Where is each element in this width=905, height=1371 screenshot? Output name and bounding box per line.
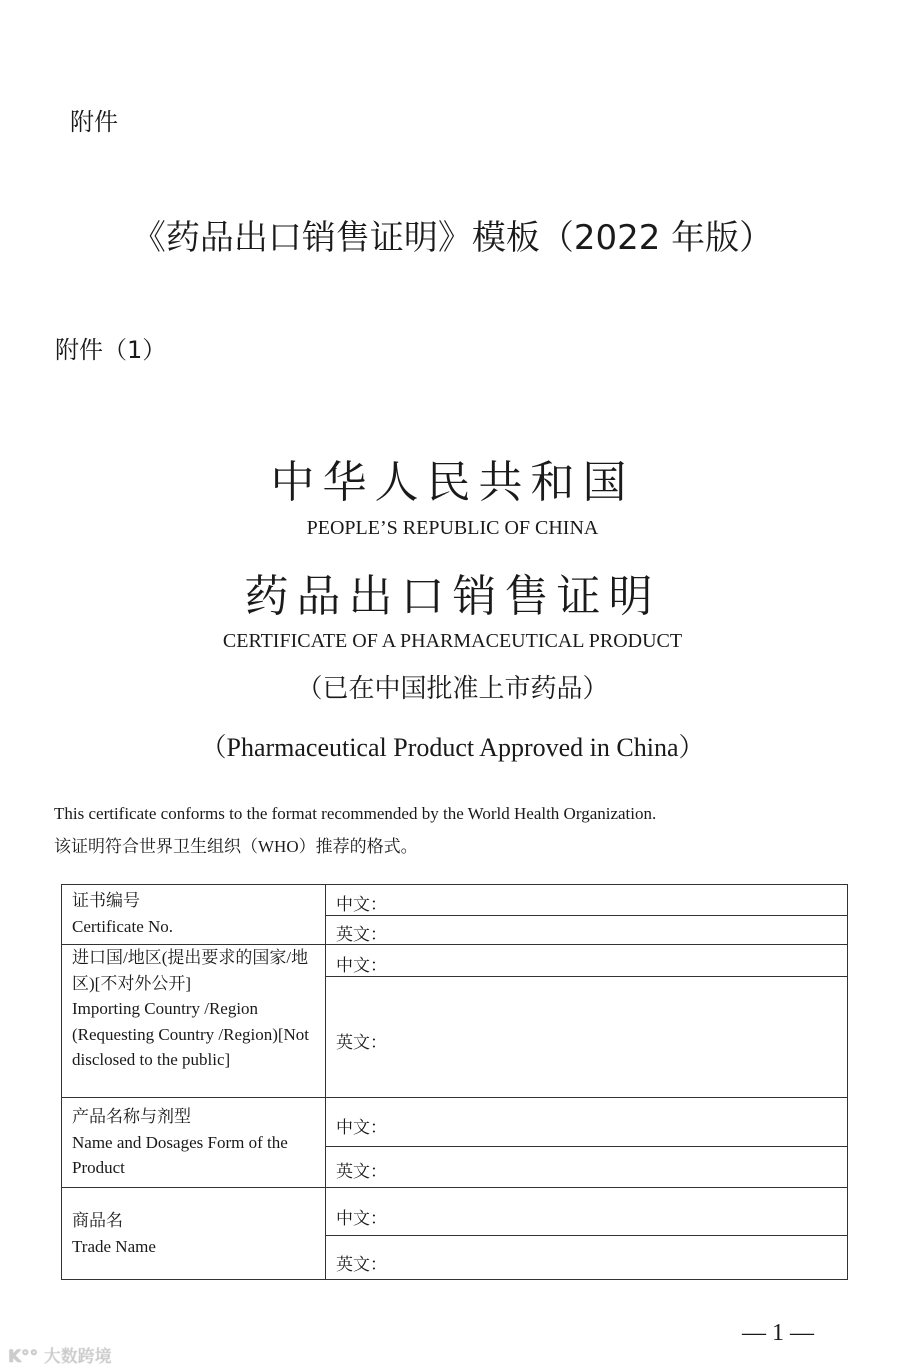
label-en: Name and Dosages Form of the Product xyxy=(72,1132,288,1177)
sub-attachment-label: 附件（1） xyxy=(55,336,167,364)
label-en: Certificate No. xyxy=(72,916,174,936)
label-cn: 证书编号 xyxy=(72,891,140,910)
certificate-table xyxy=(61,884,848,1280)
row-label-product-name xyxy=(72,1104,317,1181)
field-importing-country-en[interactable]: 英文： xyxy=(336,1033,387,1052)
field-certificate-no-cn[interactable]: 中文： xyxy=(336,895,387,914)
field-product-name-en[interactable]: 英文： xyxy=(336,1162,387,1181)
conformity-statement-cn: 该证明符合世界卫生组织（WHO）推荐的格式。 xyxy=(54,837,418,856)
row-divider xyxy=(62,1097,847,1098)
certificate-title-en: CERTIFICATE OF A PHARMACEUTICAL PRODUCT xyxy=(222,630,683,652)
field-trade-name-en[interactable]: 英文： xyxy=(336,1255,387,1274)
approved-cn: （已在中国批准上市药品） xyxy=(296,674,609,703)
conformity-statement-en: This certificate conforms to the format recommended by the World Health Organization. xyxy=(54,804,657,823)
sub-row-divider xyxy=(325,1146,847,1147)
label-en: Trade Name xyxy=(72,1236,156,1256)
row-label-importing-country xyxy=(72,945,317,1073)
page-number: — 1 — xyxy=(742,1320,814,1346)
country-cn: 中华人民共和国 xyxy=(270,458,635,507)
watermark-logo: K°° 大数跨境 xyxy=(8,1347,112,1367)
watermark-text: 大数跨境 xyxy=(43,1347,112,1367)
main-title: 《药品出口销售证明》模板（2022 年版） xyxy=(131,218,774,258)
sub-row-divider xyxy=(325,915,847,916)
country-en: PEOPLE’S REPUBLIC OF CHINA xyxy=(306,517,599,539)
approved-en: （Pharmaceutical Product Approved in China） xyxy=(200,733,705,762)
certificate-title-cn: 药品出口销售证明 xyxy=(244,572,661,621)
row-label-certificate-no xyxy=(72,888,317,939)
field-certificate-no-en[interactable]: 英文： xyxy=(336,925,387,944)
field-importing-country-cn[interactable]: 中文： xyxy=(336,956,387,975)
field-product-name-cn[interactable]: 中文： xyxy=(336,1118,387,1137)
label-cn: 商品名 xyxy=(72,1211,123,1230)
label-cn: 进口国/地区(提出要求的国家/地区)[不对外公开] xyxy=(72,948,309,993)
attachment-label: 附件 xyxy=(70,108,118,136)
label-en: Importing Country /Region (Requesting Country /Region)[Not disclosed to the public] xyxy=(72,999,310,1069)
sub-row-divider xyxy=(325,976,847,977)
row-label-trade-name xyxy=(72,1208,317,1259)
sub-row-divider xyxy=(325,1235,847,1236)
field-trade-name-cn[interactable]: 中文： xyxy=(336,1209,387,1228)
label-cn: 产品名称与剂型 xyxy=(72,1107,191,1126)
row-divider xyxy=(62,1187,847,1188)
